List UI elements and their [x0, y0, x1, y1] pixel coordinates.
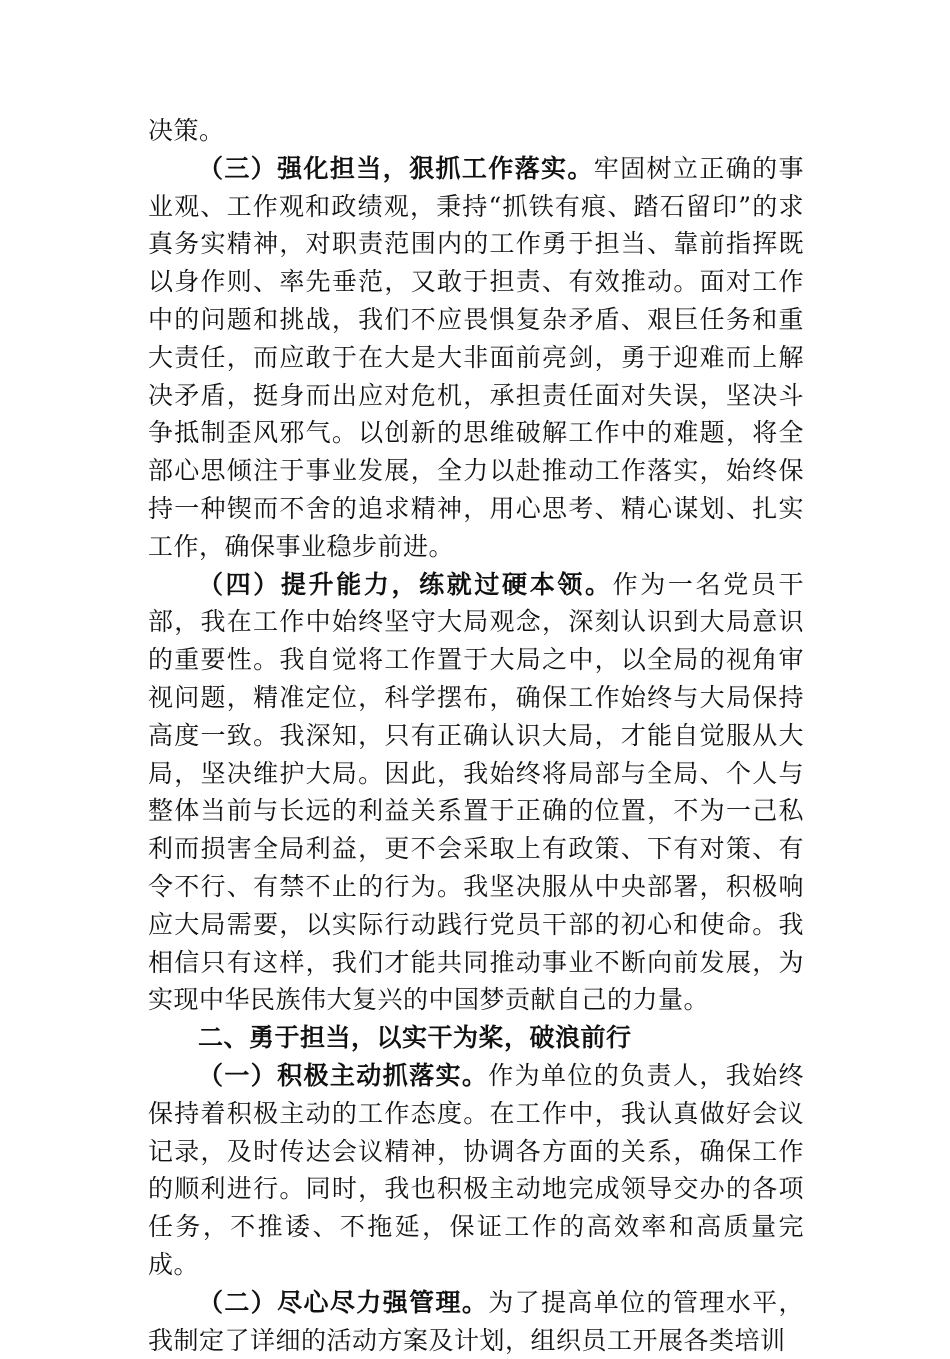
- section-3-lead: （三）强化担当，狠抓工作落实。: [198, 153, 594, 183]
- document-page: [148, 112, 804, 1359]
- continuation-text: 决策。: [148, 116, 225, 145]
- continuation-paragraph: [148, 112, 804, 150]
- section-2-2-body: 为了提高单位的管理水平，我制定了详细的活动方案及计划，组织员工开展各类培训: [148, 1287, 804, 1355]
- section-2-2-lead: （二）尽心尽力强管理。: [198, 1287, 489, 1317]
- section-2-1-lead: （一）积极主动抓落实。: [198, 1060, 489, 1090]
- section-4-paragraph: [148, 566, 804, 1020]
- section-2-1-body: 作为单位的负责人，我始终保持着积极主动的工作态度。在工作中，我认真做好会议记录，及时传达会议精神，协调各方面的关系，确保工作的顺利进行。同时，我也积极主动地完成领导交办的各项任务，不推诿、不拖延，保证工作的高效率和高质量完成。: [148, 1060, 804, 1279]
- heading-part-2: 二、勇于担当，以实干为桨，破浪前行: [198, 1023, 632, 1053]
- section-3-paragraph: [148, 150, 804, 566]
- section-4-lead: （四）提升能力，练就过硬本领。: [198, 569, 613, 599]
- section-2-2-paragraph: [148, 1284, 804, 1359]
- section-4-body: 作为一名党员干部，我在工作中始终坚守大局观念，深刻认识到大局意识的重要性。我自觉将工作置于大局之中，以全局的视角审视问题，精准定位，科学摆布，确保工作始终与大局保持高度一致。我深知，只有正确认识大局，才能自觉服从大局，坚决维护大局。因此，我始终将局部与全局、个人与整体当前与长远的利益关系置于正确的位置，不为一己私利而损害全局利益，更不会采取上有政策、下有对策、有令不行、有禁不止的行为。我坚决服从中央部署，积极响应大局需要，以实际行动践行党员干部的初心和使命。我相信只有这样，我们才能共同推动事业不断向前发展，为实现中华民族伟大复兴的中国梦贡献自己的力量。: [148, 569, 804, 1015]
- section-3-body: 牢固树立正确的事业观、工作观和政绩观，秉持“抓铁有痕、踏石留印”的求真务实精神，对职责范围内的工作勇于担当、靠前指挥既以身作则、率先垂范，又敢于担责、有效推动。面对工作中的问题和挑战，我们不应畏惧复杂矛盾、艰巨任务和重大责任，而应敢于在大是大非面前亮剑，勇于迎难而上解决矛盾，挺身而出应对危机，承担责任面对失误，坚决斗争抵制歪风邪气。以创新的思维破解工作中的难题，将全部心思倾注于事业发展，全力以赴推动工作落实，始终保持一种锲而不舍的追求精神，用心思考、精心谋划、扎实工作，确保事业稳步前进。: [148, 153, 804, 561]
- section-2-1-paragraph: [148, 1057, 804, 1284]
